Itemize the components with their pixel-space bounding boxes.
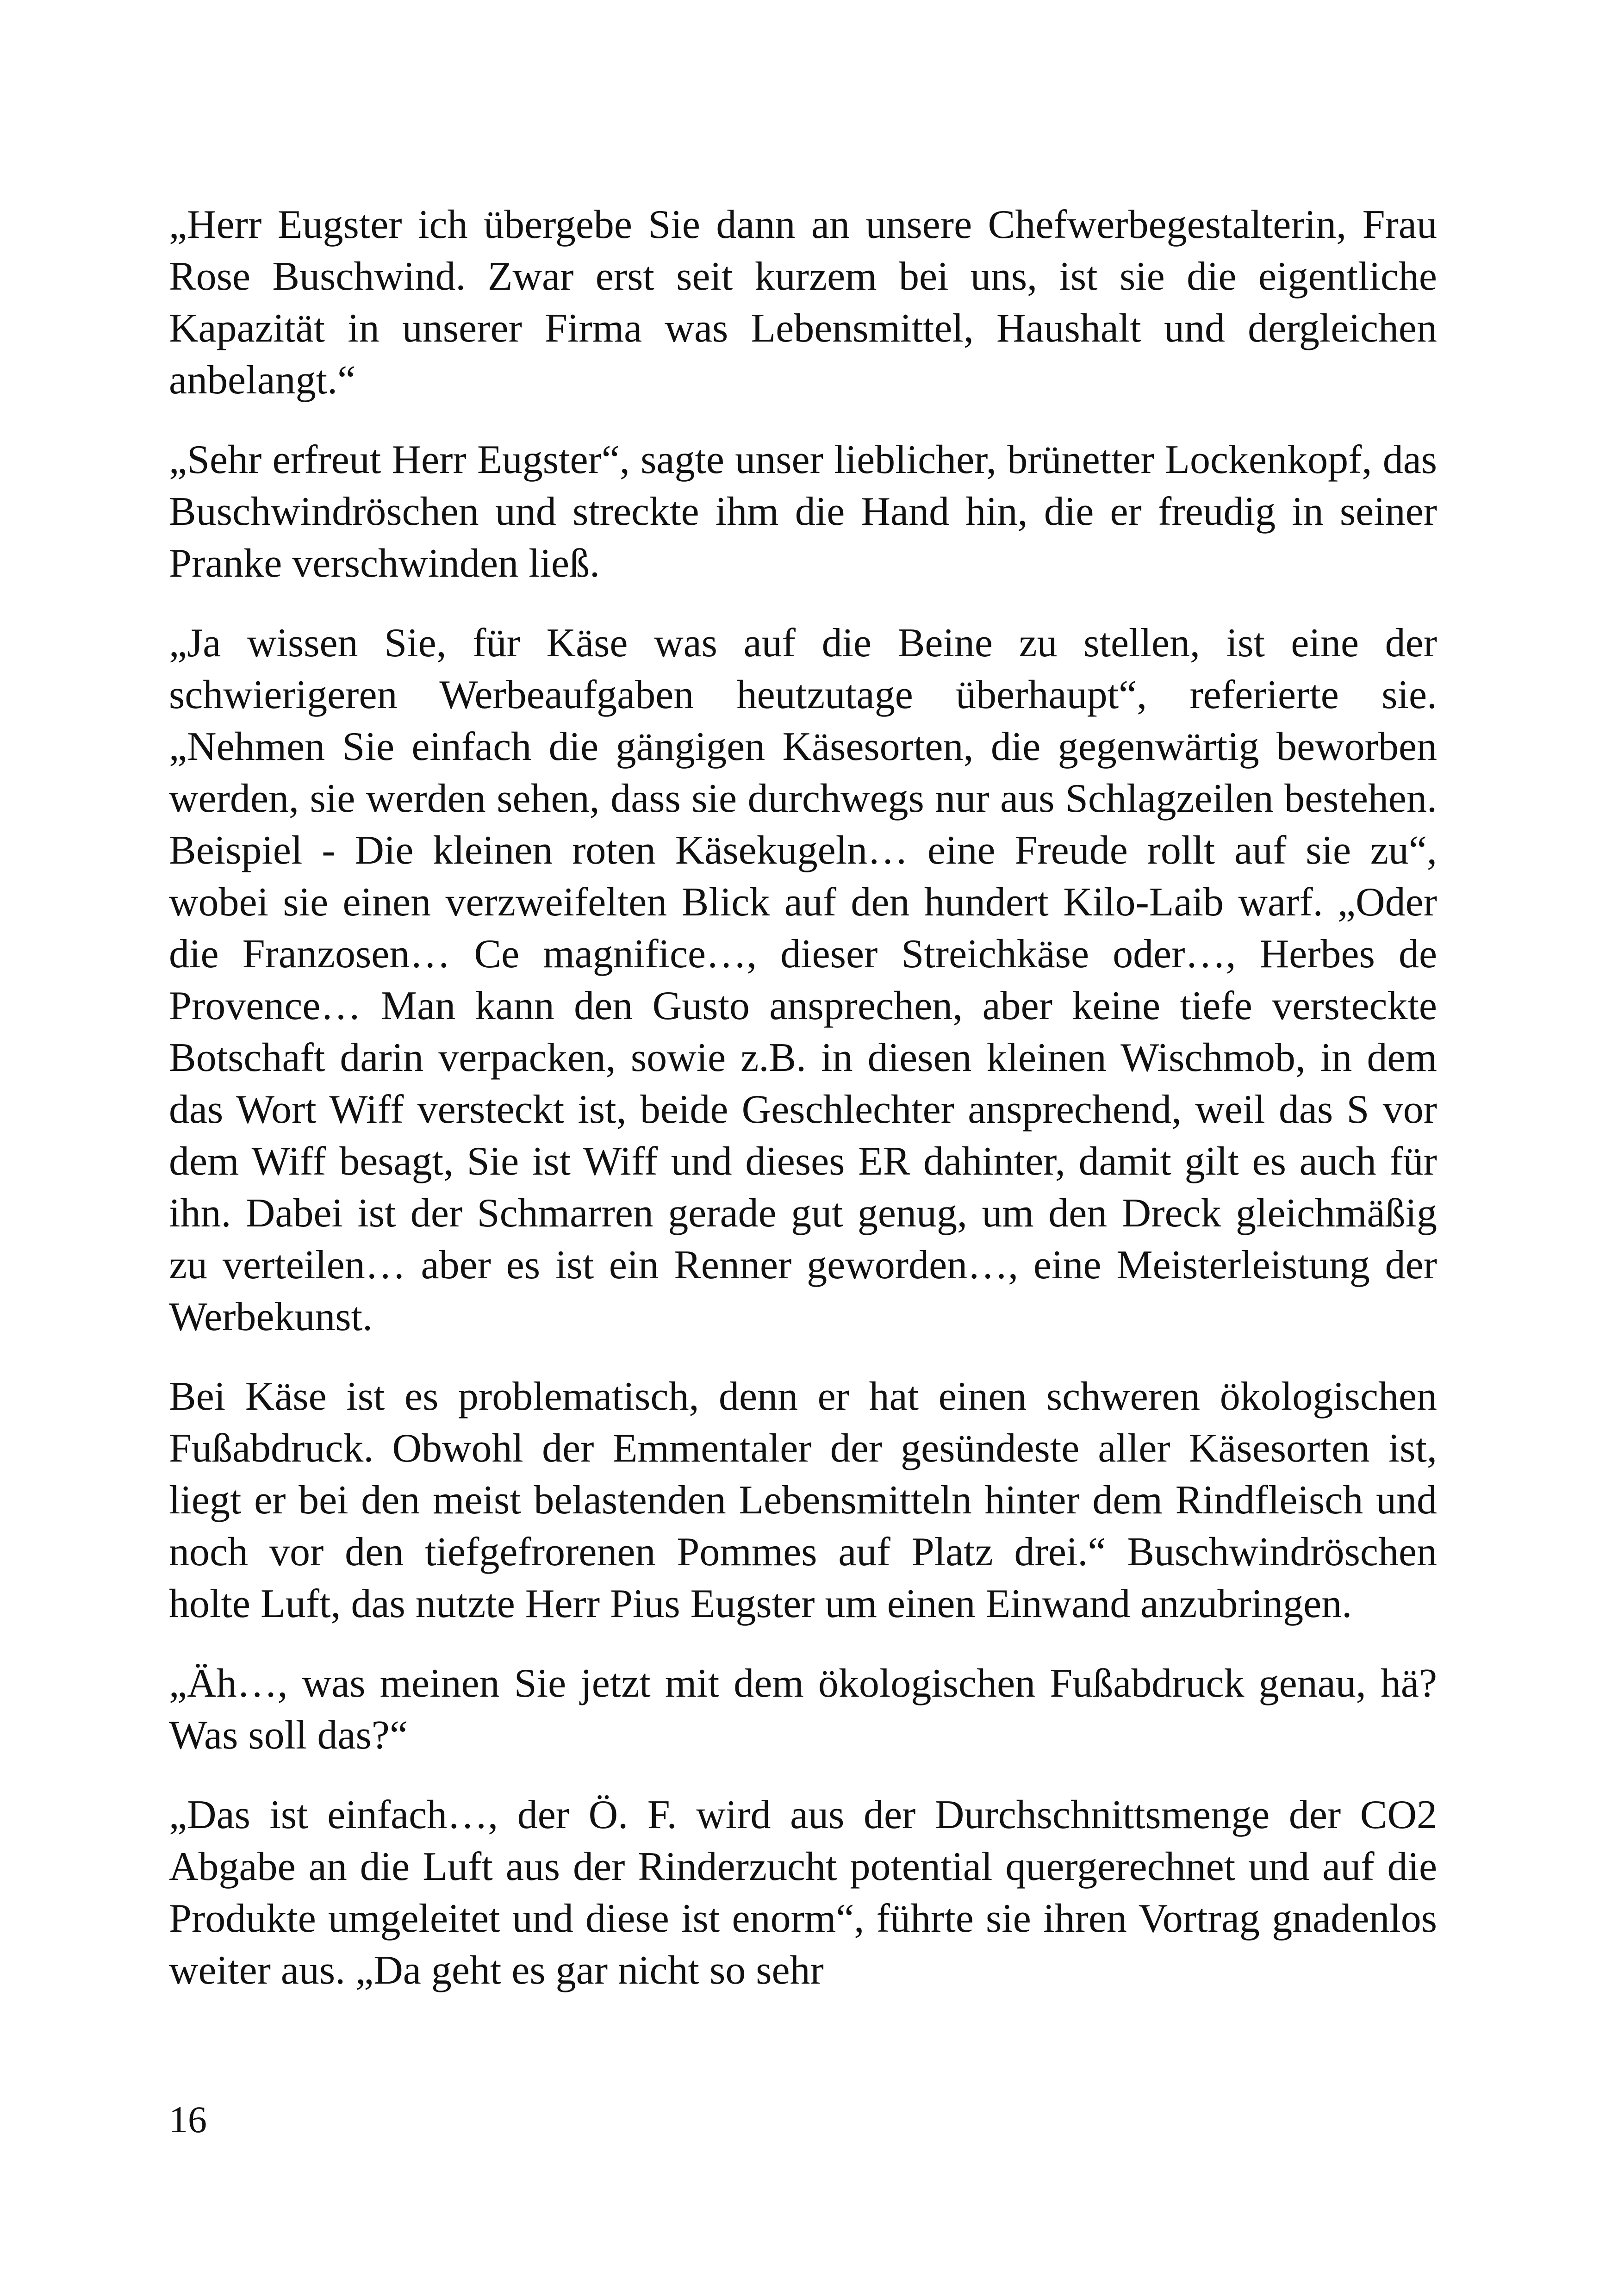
paragraph-2: „Sehr erfreut Herr Eugster“, sagte unser lieblicher, brünetter Lockenkopf, das Buschwindröschen und streckte ihm die Hand hin, die er freudig in seiner Pranke verschwinden ließ.	[169, 437, 1437, 586]
paragraph-5: „Äh…, was meinen Sie jetzt mit dem ökologischen Fußabdruck genau, hä? Was soll das?“	[169, 1661, 1437, 1758]
paragraph-4: Bei Käse ist es problematisch, denn er hat einen schweren ökologischen Fußabdruck. Obwohl der Emmentaler der gesündeste aller Käsesorten ist, liegt er bei den meist belastenden Lebensmitteln hinter dem Rindfleisch und noch vor den tiefgefrorenen Pommes auf Platz drei.“ Buschwindröschen holte Luft, das nutzte Herr Pius Eugster um einen Einwand anzubringen.	[169, 1374, 1437, 1626]
page-number: 16	[169, 2098, 207, 2140]
paragraph-1: „Herr Eugster ich übergebe Sie dann an unsere Chefwerbegestalterin, Frau Rose Buschwind. Zwar erst seit kurzem bei uns, ist sie die eigentliche Kapazität in unserer Firma was Lebensmittel, Haushalt und dergleichen anbelangt.“	[169, 202, 1437, 403]
paragraph-3: „Ja wissen Sie, für Käse was auf die Beine zu stellen, ist eine der schwierigeren Werbeaufgaben heutzutage überhaupt“, referierte sie. „Nehmen Sie einfach die gängigen Käsesorten, die gegenwärtig beworben werden, sie werden sehen, dass sie durchwegs nur aus Schlagzeilen bestehen. Beispiel - Die kleinen roten Käsekugeln… eine Freude rollt auf sie zu“, wobei sie einen verzweifelten Blick auf den hundert Kilo-Laib warf. „Oder die Franzosen… Ce magnifice…, dieser Streichkäse oder…, Herbes de Provence… Man kann den Gusto ansprechen, aber keine tiefe versteckte Botschaft darin verpacken, sowie z.B. in diesen kleinen Wischmob, in dem das Wort Wiff versteckt ist, beide Geschlechter ansprechend, weil das S vor dem Wiff besagt, Sie ist Wiff und dieses ER dahinter, damit gilt es auch für ihn. Dabei ist der Schmarren gerade gut genug, um den Dreck gleichmäßig zu verteilen… aber es ist ein Renner geworden…, eine Meisterleistung der Werbekunst.	[169, 621, 1437, 1339]
body-text	[169, 199, 1437, 2024]
paragraph-6: „Das ist einfach…, der Ö. F. wird aus der Durchschnittsmenge der CO2 Abgabe an die Luft aus der Rinderzucht potential quergerechnet und auf die Produkte umgeleitet und diese ist enorm“, führte sie ihren Vortrag gnadenlos weiter aus. „Da geht es gar nicht so sehr	[169, 1792, 1437, 1993]
